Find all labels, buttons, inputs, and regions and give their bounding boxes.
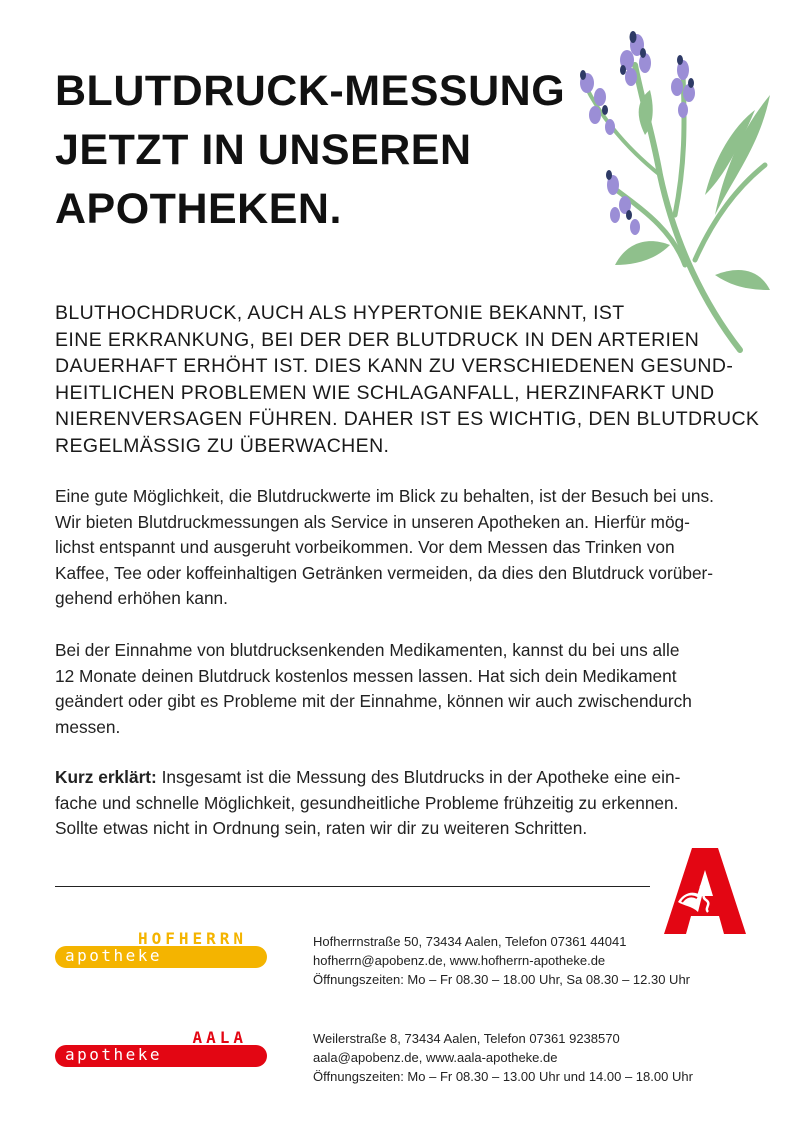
- aala-apotheke-logo: [55, 1024, 267, 1070]
- hofherrn-contact: [313, 932, 783, 989]
- summary-first-text: Insgesamt ist die Messung des Blutdrucks in der Apotheke eine ein-: [156, 767, 681, 787]
- headline: [55, 62, 575, 239]
- paragraph-summary: [55, 765, 750, 842]
- apotheke-a-logo: [664, 846, 746, 934]
- paragraph-line: geändert oder gibt es Probleme mit der Einnahme, können wir auch zwischendurch: [55, 691, 692, 711]
- intro-line: NIERENVERSAGEN FÜHREN. DAHER IST ES WICHTIG, DEN BLUTDRUCK: [55, 408, 760, 430]
- paragraph-line: Bei der Einnahme von blutdrucksenkenden Medikamenten, kannst du bei uns alle: [55, 640, 680, 660]
- summary-label: Kurz erklärt:: [55, 767, 157, 787]
- paragraph-line: messen.: [55, 716, 121, 737]
- paragraph-line: fache und schnelle Möglichkeit, gesundheitliche Probleme frühzeitig zu erkennen.: [55, 792, 679, 813]
- paragraph-line: Eine gute Möglichkeit, die Blutdruckwerte im Blick zu behalten, ist der Besuch bei uns.: [55, 486, 714, 506]
- logo-brand: HOFHERRN: [137, 929, 247, 948]
- paragraph-line: lichst entspannt und ausgeruht vorbeikommen. Vor dem Messen das Trinken von: [55, 537, 675, 557]
- divider-line: [55, 886, 650, 887]
- intro-line: HEITLICHEN PROBLEMEN WIE SCHLAGANFALL, HERZINFARKT UND: [55, 381, 715, 404]
- aala-contact: [313, 1029, 783, 1086]
- intro-line: BLUTHOCHDRUCK, AUCH ALS HYPERTONIE BEKANNT, IST: [55, 302, 625, 324]
- hofherrn-apotheke-logo: [55, 925, 267, 971]
- intro-line: EINE ERKRANKUNG, BEI DER DER BLUTDRUCK IN DEN ARTERIEN: [55, 328, 700, 351]
- paragraph-line: Sollte etwas nicht in Ordnung sein, raten wir dir zu weiteren Schritten.: [55, 818, 588, 838]
- paragraph-line: Kaffee, Tee oder koffeinhaltigen Getränken vermeiden, da dies den Blutdruck vorüber-: [55, 562, 714, 583]
- paragraph-line: Wir bieten Blutdruckmessungen als Service in unseren Apotheken an. Hierfür mög-: [55, 511, 690, 532]
- intro-line: REGELMÄSSIG ZU ÜBERWACHEN.: [55, 434, 390, 457]
- logo-word: apotheke: [65, 1045, 163, 1064]
- address: Hofherrnstraße 50, 73434 Aalen, Telefon 07361 44041: [313, 934, 627, 949]
- logo-brand: AALA: [192, 1028, 247, 1047]
- email-web: aala@apobenz.de, www.aala-apotheke.de: [313, 1050, 558, 1065]
- paragraph-medication: [55, 638, 750, 740]
- paragraph-visit: [55, 484, 750, 612]
- intro-text: [55, 300, 760, 459]
- opening-hours: Öffnungszeiten: Mo – Fr 08.30 – 18.00 Uhr, Sa 08.30 – 12.30 Uhr: [313, 972, 690, 987]
- headline-line: BLUTDRUCK-MESSUNG: [55, 67, 566, 115]
- address: Weilerstraße 8, 73434 Aalen, Telefon 07361 9238570: [313, 1031, 620, 1046]
- opening-hours: Öffnungszeiten: Mo – Fr 08.30 – 13.00 Uhr und 14.00 – 18.00 Uhr: [313, 1069, 693, 1084]
- logo-word: apotheke: [65, 946, 163, 965]
- headline-line: APOTHEKEN.: [55, 185, 342, 233]
- intro-line: DAUERHAFT ERHÖHT IST. DIES KANN ZU VERSCHIEDENEN GESUND-: [55, 355, 734, 377]
- email-web: hofherrn@apobenz.de, www.hofherrn-apotheke.de: [313, 953, 606, 968]
- headline-line: JETZT IN UNSEREN: [55, 126, 472, 174]
- paragraph-line: 12 Monate deinen Blutdruck kostenlos messen lassen. Hat sich dein Medikament: [55, 665, 677, 686]
- summary-first-line: [55, 765, 750, 791]
- paragraph-line: gehend erhöhen kann.: [55, 588, 228, 608]
